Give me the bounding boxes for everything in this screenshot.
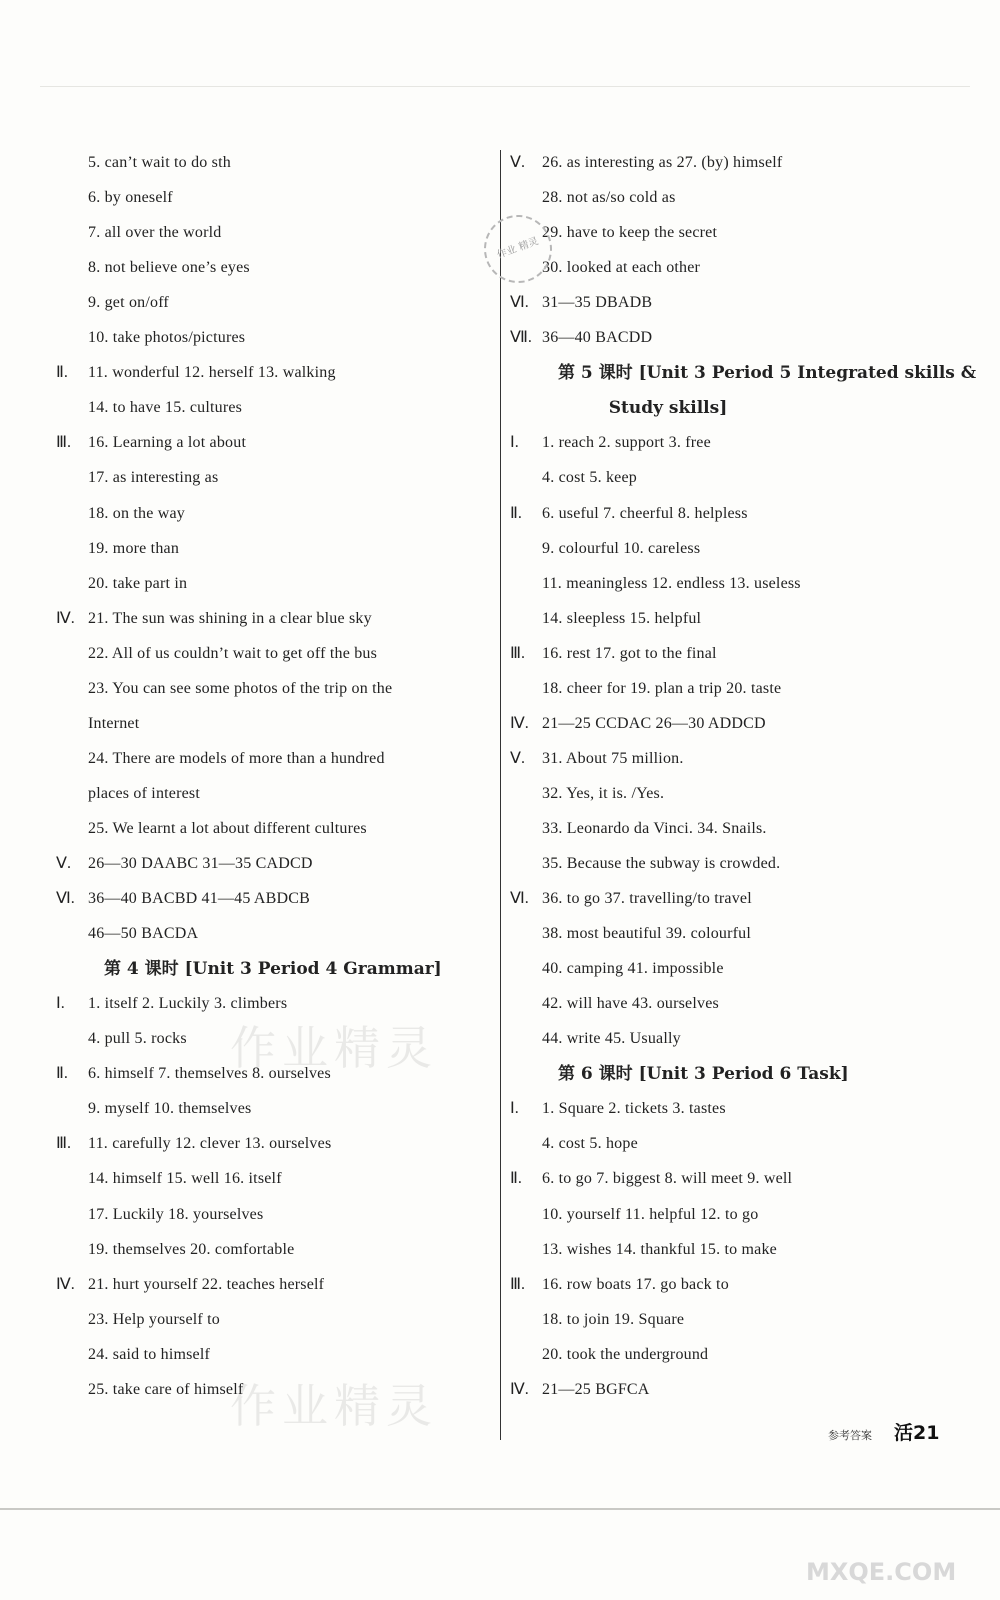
footer-label: 参考答案	[828, 1429, 872, 1442]
section-numeral: Ⅱ.	[510, 1170, 522, 1188]
answer-line: 21—25 BGFCA	[542, 1380, 650, 1398]
answer-line: 10. take photos/pictures	[88, 329, 246, 347]
scan-edge-top	[40, 86, 970, 87]
section-numeral: Ⅶ.	[510, 329, 532, 347]
answer-line: 36. to go 37. travelling/to travel	[542, 890, 752, 908]
corner-watermark	[780, 1512, 980, 1592]
answer-line: 9. get on/off	[88, 294, 169, 312]
answer-line: 13. wishes 14. thankful 15. to make	[542, 1240, 777, 1258]
answer-line: 1. itself 2. Luckily 3. climbers	[88, 995, 288, 1013]
section-numeral: Ⅳ.	[56, 1275, 75, 1293]
answer-line: 26—30 DAABC 31—35 CADCD	[88, 855, 313, 872]
answer-line: 23. Help yourself to	[88, 1310, 220, 1328]
answer-line: 16. Learning a lot about	[88, 434, 247, 452]
homework-stamp	[474, 205, 561, 292]
period-heading: Study skills]	[608, 398, 728, 419]
answer-line: 14. himself 15. well 16. itself	[88, 1170, 282, 1188]
answer-line: 18. to join 19. Square	[542, 1310, 685, 1328]
stamp-label: 作业 精灵	[495, 235, 541, 262]
scan-edge-bottom	[0, 1508, 1000, 1510]
answer-line: 21. The sun was shining in a clear blue sky	[88, 609, 372, 627]
answer-line: 17. Luckily 18. yourselves	[88, 1205, 264, 1223]
answer-line: 20. take part in	[88, 574, 188, 592]
answer-line: 14. sleepless 15. helpful	[542, 609, 702, 627]
period-heading: 第 6 课时 [Unit 3 Period 6 Task]	[558, 1064, 849, 1085]
answer-line: 36—40 BACBD 41—45 ABDCB	[88, 890, 310, 908]
answer-line: 44. write 45. Usually	[542, 1030, 681, 1048]
section-numeral: Ⅳ.	[510, 714, 529, 732]
answer-line: 5. can’t wait to do sth	[88, 154, 231, 171]
answer-line: Internet	[88, 714, 140, 732]
answer-line: 6. useful 7. cheerful 8. helpless	[542, 504, 748, 522]
answer-line: 10. yourself 11. helpful 12. to go	[542, 1205, 759, 1223]
answer-line: 42. will have 43. ourselves	[542, 995, 719, 1013]
answer-line: 17. as interesting as	[88, 469, 219, 487]
answer-line: 28. not as/so cold as	[542, 189, 676, 207]
answer-line: 38. most beautiful 39. colourful	[542, 925, 752, 943]
answer-line: 21—25 CCDAC 26—30 ADDCD	[542, 714, 766, 732]
answer-line: 26. as interesting as 27. (by) himself	[542, 154, 783, 171]
answer-line: 4. pull 5. rocks	[88, 1030, 187, 1048]
answer-line: 31. About 75 million.	[542, 749, 684, 767]
section-numeral: Ⅲ.	[56, 434, 72, 452]
answer-line: 36—40 BACDD	[542, 329, 653, 347]
answer-line: 18. cheer for 19. plan a trip 20. taste	[542, 679, 782, 697]
answer-line: 9. myself 10. themselves	[88, 1100, 252, 1118]
watermark-2: 作业精灵	[230, 1379, 438, 1433]
answer-line: 18. on the way	[88, 504, 186, 522]
answer-line: 20. took the underground	[542, 1345, 709, 1363]
section-numeral: Ⅳ.	[510, 1380, 529, 1398]
answer-line: 14. to have 15. cultures	[88, 399, 243, 417]
answer-line: 1. Square 2. tickets 3. tastes	[542, 1100, 726, 1118]
column-divider	[500, 150, 501, 1440]
answer-line: 29. have to keep the secret	[542, 224, 718, 242]
answer-line: 23. You can see some photos of the trip on the	[88, 679, 393, 697]
answer-line: 11. carefully 12. clever 13. ourselves	[88, 1135, 332, 1153]
answer-line: 25. We learnt a lot about different cultures	[88, 819, 367, 837]
answer-line: 25. take care of himself	[88, 1380, 244, 1398]
section-numeral: Ⅱ.	[56, 1065, 68, 1083]
answer-line: 32. Yes, it is. /Yes.	[542, 784, 665, 802]
section-numeral: Ⅵ.	[510, 294, 529, 312]
answer-line: 16. row boats 17. go back to	[542, 1275, 729, 1293]
answer-line: 11. meaningless 12. endless 13. useless	[542, 574, 801, 592]
section-numeral: Ⅴ.	[56, 855, 71, 872]
answer-line: 7. all over the world	[88, 224, 222, 242]
section-numeral: Ⅳ.	[56, 609, 75, 627]
section-numeral: Ⅲ.	[510, 644, 526, 662]
answer-line: 46—50 BACDA	[88, 925, 199, 943]
answer-line: 16. rest 17. got to the final	[542, 644, 717, 662]
answer-line: 4. cost 5. hope	[542, 1135, 638, 1153]
answer-line: 1. reach 2. support 3. free	[542, 434, 711, 452]
answer-line: 19. themselves 20. comfortable	[88, 1240, 295, 1258]
answer-line: 24. There are models of more than a hundred	[88, 749, 385, 767]
page-number: 活21	[894, 1422, 940, 1444]
answer-line: 19. more than	[88, 539, 180, 557]
section-numeral: Ⅲ.	[56, 1135, 72, 1153]
answer-line: 22. All of us couldn’t wait to get off the bus	[88, 644, 378, 662]
period-heading: 第 5 课时 [Unit 3 Period 5 Integrated skills &	[558, 363, 977, 384]
answer-line: 9. colourful 10. careless	[542, 539, 701, 557]
answer-line: 35. Because the subway is crowded.	[542, 855, 781, 872]
answer-line: 6. by oneself	[88, 189, 173, 207]
section-numeral: Ⅱ.	[510, 504, 522, 522]
answer-line: 4. cost 5. keep	[542, 469, 637, 487]
answer-line: 30. looked at each other	[542, 259, 701, 277]
answer-line: 40. camping 41. impossible	[542, 960, 724, 978]
section-numeral: Ⅰ.	[510, 1100, 519, 1118]
section-numeral: Ⅵ.	[510, 890, 529, 908]
section-numeral: Ⅵ.	[56, 890, 75, 908]
answer-line: 6. himself 7. themselves 8. ourselves	[88, 1065, 331, 1083]
answer-line: 31—35 DBADB	[542, 294, 653, 312]
corner-watermark-text: MXQE.COM	[806, 1558, 957, 1586]
section-numeral: Ⅰ.	[56, 995, 65, 1013]
answer-line: 8. not believe one’s eyes	[88, 259, 250, 277]
answer-line: 11. wonderful 12. herself 13. walking	[88, 364, 336, 382]
answer-line: 33. Leonardo da Vinci. 34. Snails.	[542, 819, 767, 837]
answer-line: 24. said to himself	[88, 1345, 211, 1363]
section-numeral: Ⅱ.	[56, 364, 68, 382]
answer-line: places of interest	[88, 784, 200, 802]
answer-line: 21. hurt yourself 22. teaches herself	[88, 1275, 325, 1293]
period-heading: 第 4 课时 [Unit 3 Period 4 Grammar]	[104, 959, 442, 980]
answer-line: 6. to go 7. biggest 8. will meet 9. well	[542, 1170, 793, 1188]
section-numeral: Ⅴ.	[510, 749, 525, 767]
section-numeral: Ⅲ.	[510, 1275, 526, 1293]
section-numeral: Ⅰ.	[510, 434, 519, 452]
section-numeral: Ⅴ.	[510, 154, 525, 171]
watermark-1: 作业精灵	[230, 1021, 438, 1075]
